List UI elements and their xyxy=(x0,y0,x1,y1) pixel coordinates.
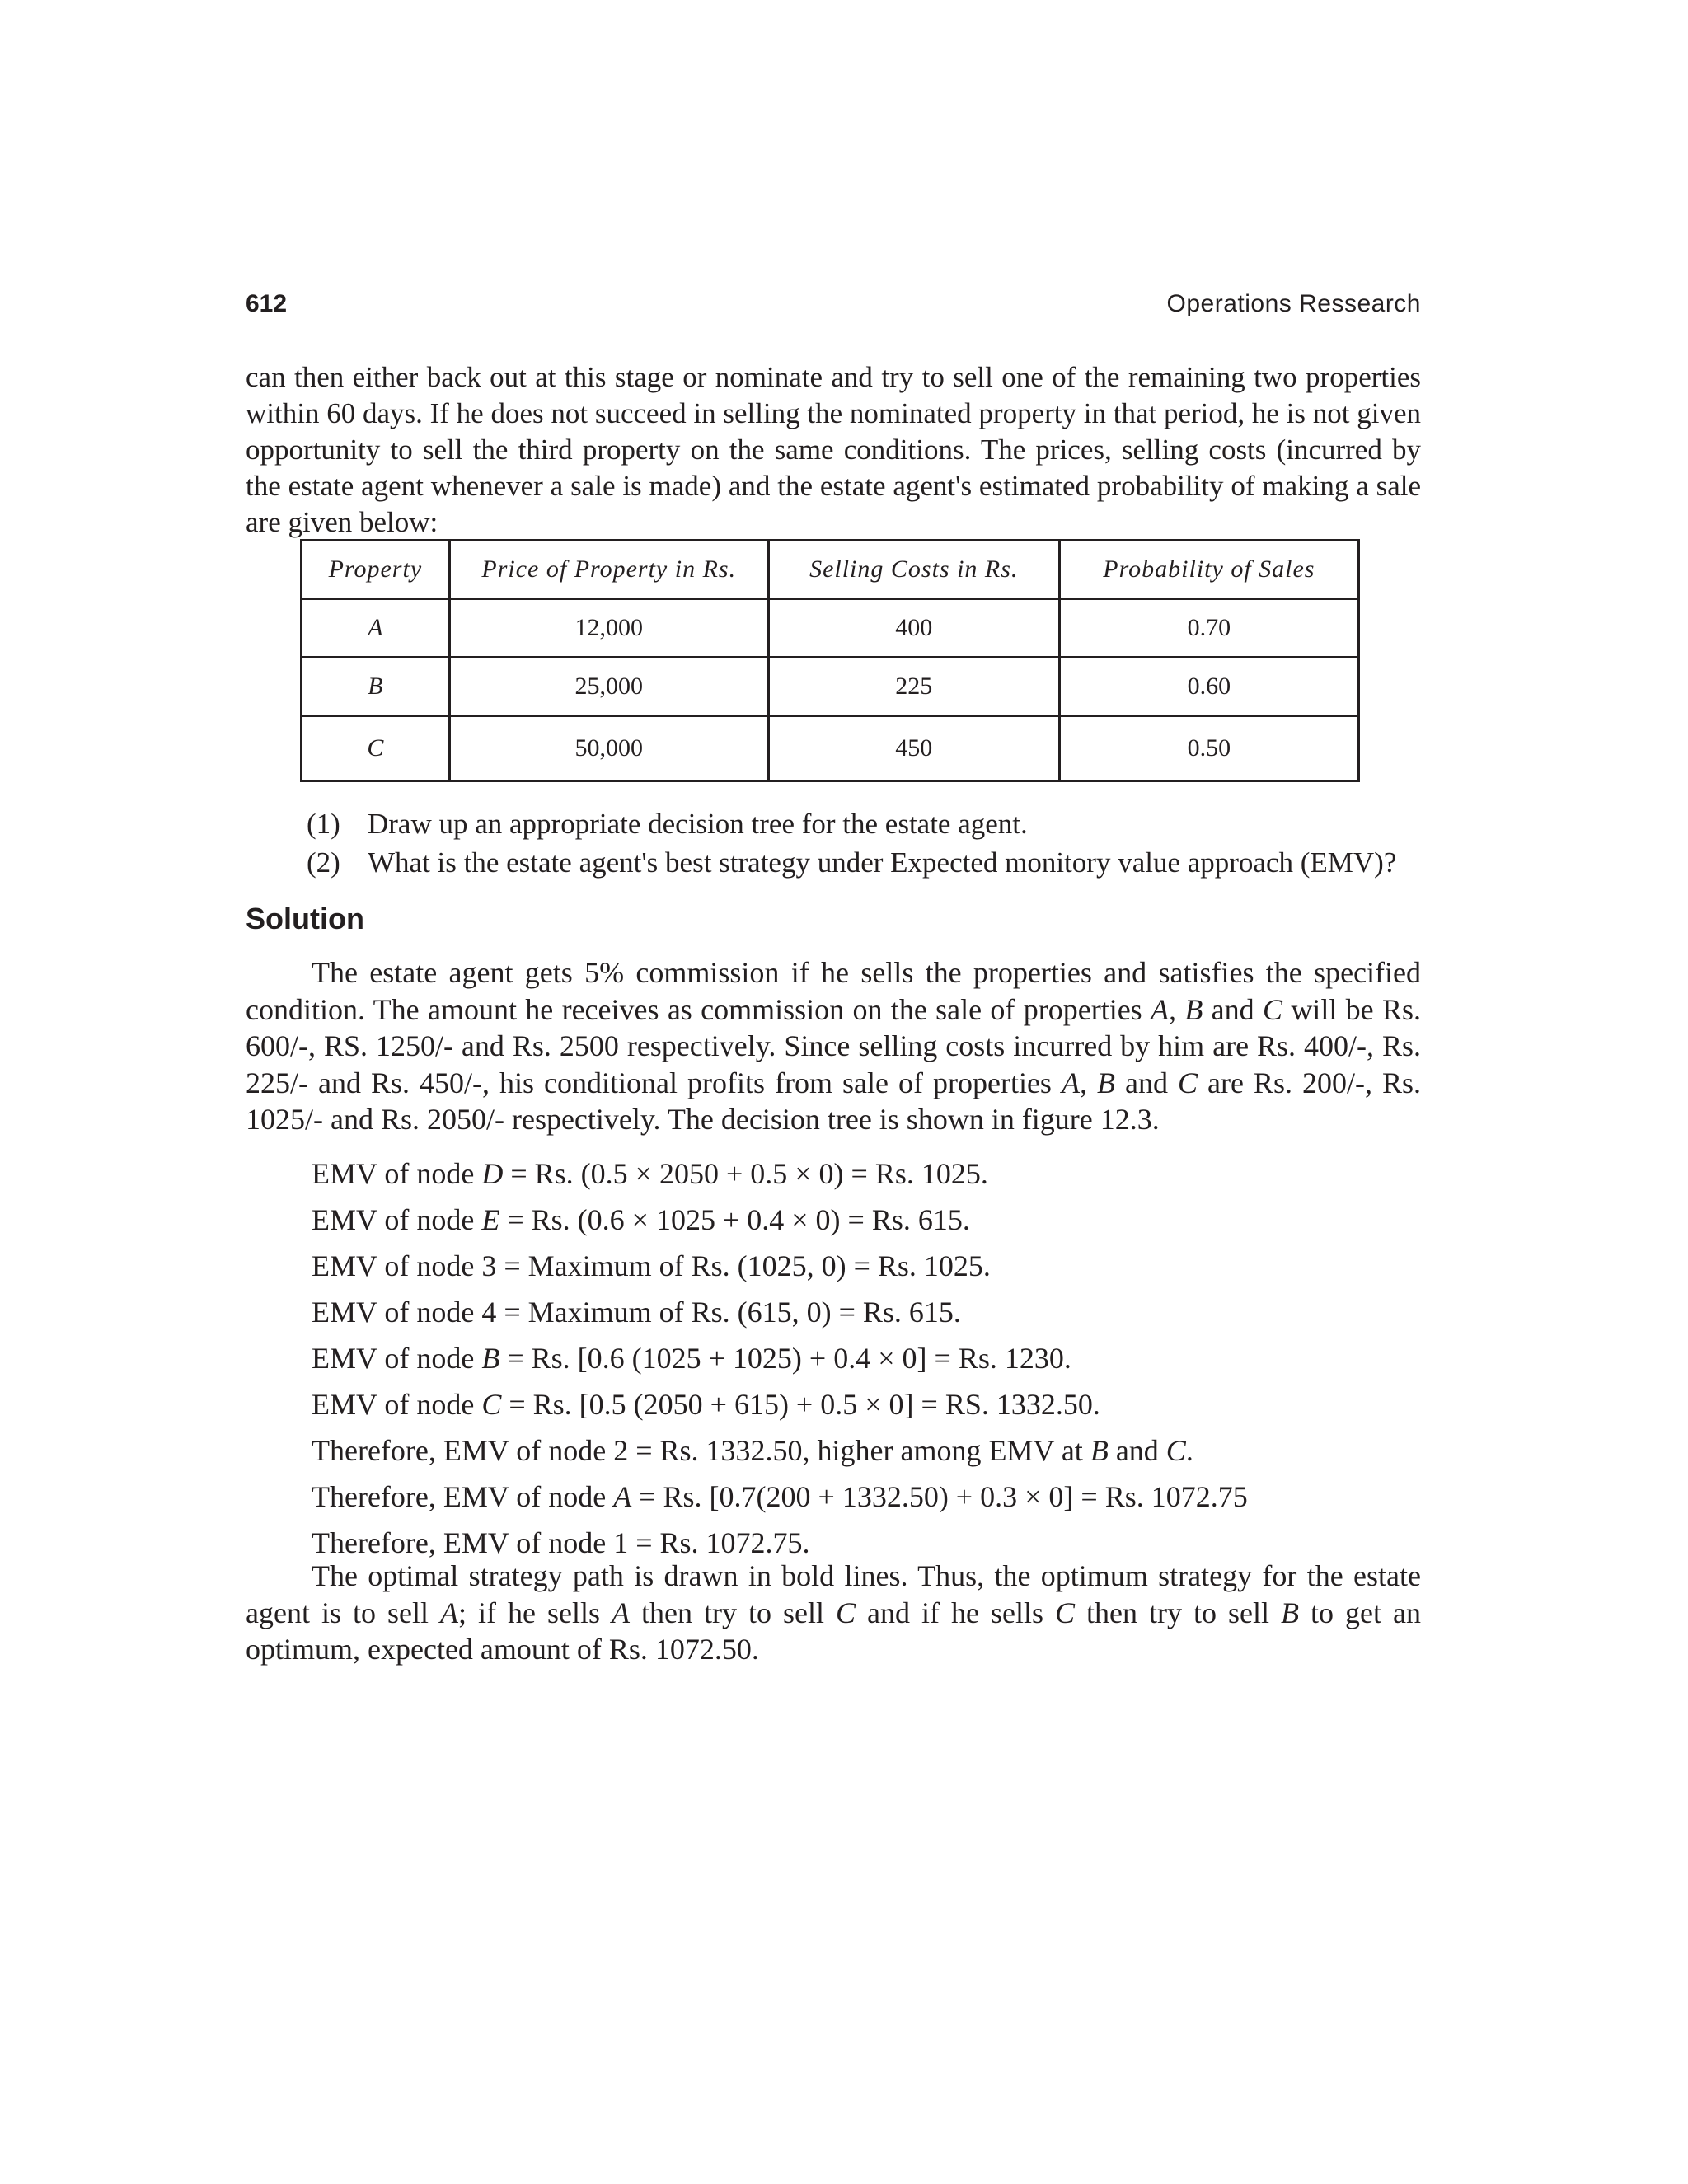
list-item: Therefore, EMV of node A = Rs. [0.7(200 + 1332.50) + 0.3 × 0] = Rs. 1072.75 xyxy=(312,1480,1248,1513)
solution-paragraph: The estate agent gets 5% commission if he sells the properties and satisfies the specified condition. The amount he receives as commission on the sale of properties A, B and C will be Rs. 600/-, RS. 1250/- and Rs. 2500 respectively. Since selling costs incurred by him are Rs. 400/-, Rs. 225/- and Rs. 450/-, his conditional profits from sale of properties A, B and C are Rs. 200/-, Rs. 1025/- and Rs. 2050/- respectively. The decision tree is shown in figure 12.3. xyxy=(246,956,1421,1136)
question-text: Draw up an appropriate decision tree for the estate agent. xyxy=(368,808,1028,840)
question-list xyxy=(307,804,1421,882)
question-text: What is the estate agent's best strategy under Expected monitory value approach (EMV)? xyxy=(368,846,1397,879)
list-item: EMV of node D = Rs. (0.5 × 2050 + 0.5 × 0) = Rs. 1025. xyxy=(312,1157,988,1190)
table-cell: 0.70 xyxy=(1059,599,1358,658)
table-cell: B xyxy=(302,658,450,716)
table-cell: 0.60 xyxy=(1059,658,1358,716)
intro-paragraph: can then either back out at this stage or nominate and try to sell one of the remaining two properties within 60 days. If he does not succeed in selling the nominated property in that period, he is not given opportunity to sell the third property on the same conditions. The prices, selling costs (incurred by the estate agent whenever a sale is made) and the estate agent's estimated probability of making a sale are given below: xyxy=(246,361,1421,538)
emv-calculation-list xyxy=(312,1151,1421,1566)
question-number: (1) xyxy=(307,808,340,840)
property-table xyxy=(300,539,1360,782)
list-item: EMV of node 4 = Maximum of Rs. (615, 0) = Rs. 615. xyxy=(312,1296,961,1329)
table-row xyxy=(302,599,1359,658)
table-cell: 12,000 xyxy=(449,599,768,658)
table-row xyxy=(302,658,1359,716)
list-item: EMV of node B = Rs. [0.6 (1025 + 1025) + 0.4 × 0] = Rs. 1230. xyxy=(312,1342,1071,1375)
table-cell: A xyxy=(302,599,450,658)
table-cell: 450 xyxy=(768,716,1059,781)
table-cell: 0.50 xyxy=(1059,716,1358,781)
solution-heading: Solution xyxy=(246,902,364,935)
list-item xyxy=(307,804,1421,843)
list-item: Therefore, EMV of node 1 = Rs. 1072.75. xyxy=(312,1526,810,1559)
table-cell: C xyxy=(302,716,450,781)
page-number: 612 xyxy=(246,290,288,317)
list-item xyxy=(307,843,1421,882)
list-item: EMV of node E = Rs. (0.6 × 1025 + 0.4 × 0) = Rs. 615. xyxy=(312,1203,970,1236)
table-cell: 225 xyxy=(768,658,1059,716)
column-header: Property xyxy=(302,541,450,599)
column-header: Price of Property in Rs. xyxy=(449,541,768,599)
page-header xyxy=(246,290,1421,323)
conclusion-paragraph: The optimal strategy path is drawn in bold lines. Thus, the optimum strategy for the estate agent is to sell A; if he sells A then try to sell C and if he sells C then try to sell B to get an optimum, expected amount of Rs. 1072.50. xyxy=(246,1559,1421,1666)
column-header: Probability of Sales xyxy=(1059,541,1358,599)
question-number: (2) xyxy=(307,846,340,879)
list-item: Therefore, EMV of node 2 = Rs. 1332.50, higher among EMV at B and C. xyxy=(312,1434,1193,1467)
table-cell: 50,000 xyxy=(449,716,768,781)
table-header-row xyxy=(302,541,1359,599)
table-cell: 25,000 xyxy=(449,658,768,716)
list-item: EMV of node 3 = Maximum of Rs. (1025, 0) = Rs. 1025. xyxy=(312,1249,991,1282)
running-head: Operations Ressearch xyxy=(1166,290,1421,317)
table-row xyxy=(302,716,1359,781)
column-header: Selling Costs in Rs. xyxy=(768,541,1059,599)
table-cell: 400 xyxy=(768,599,1059,658)
list-item: EMV of node C = Rs. [0.5 (2050 + 615) + 0.5 × 0] = RS. 1332.50. xyxy=(312,1388,1100,1421)
